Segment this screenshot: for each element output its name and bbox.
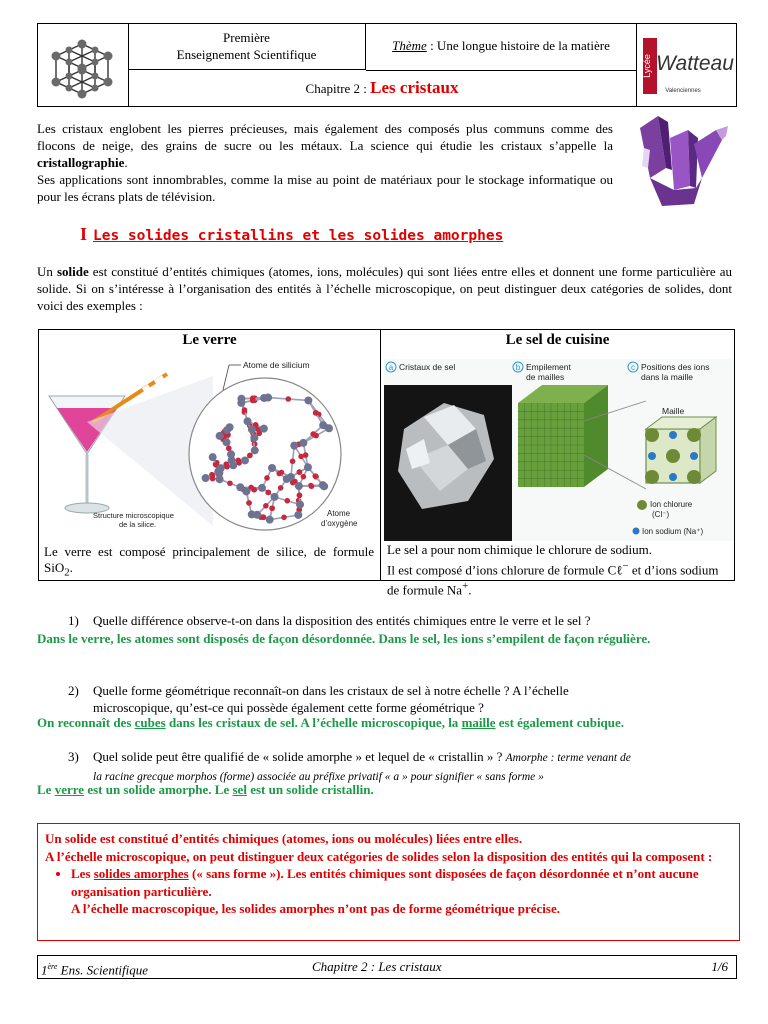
glass-text-end: . [69, 560, 73, 575]
summary-bullet-amorphous [71, 865, 732, 918]
theme-label: Thème [392, 38, 427, 53]
question-2-text-2: microscopique, qu’est-ce qui possède également cette forme géométrique ? [93, 700, 484, 715]
answer-3-text-3: est un solide cristallin. [246, 782, 374, 797]
salt-label-b-2: de mailles [526, 372, 565, 382]
summary-keyword-solides-amorphes: solides amorphes [93, 866, 189, 881]
header-table [37, 23, 737, 107]
answer-2-keyword-maille: maille [461, 715, 496, 730]
salt-label-chloride-1: Ion chlorure [650, 500, 693, 509]
chapter-title: Les cristaux [370, 78, 459, 97]
summary-bullet-text-2: (« sans forme »). Les entités chimiques sont disposées de façon désordonnée et n’ont aucune organisation particulière. [71, 866, 699, 899]
answer-3-keyword-sel: sel [232, 782, 247, 797]
salt-label-a-letter: a [388, 363, 394, 372]
section-1-heading: Les solides cristallins et les solides amorphes [93, 228, 504, 244]
footer-level: 1 [41, 962, 48, 978]
answer-2 [37, 714, 734, 731]
salt-label-b-1: Empilement [526, 362, 571, 372]
intro-text-1: Les cristaux englobent les pierres précieuses, mais également des composés plus communs comme des flocons de neige, des grains de sucre ou les métaux. La science qui étudie les cristaux s’appelle la [37, 121, 613, 153]
salt-text-end: . [468, 582, 472, 598]
salt-label-c-2: dans la maille [641, 372, 693, 382]
salt-label-maille: Maille [662, 406, 685, 416]
question-3-text: Quel solide peut être qualifié de « solide amorphe » et lequel de « cristallin » ? [93, 749, 506, 764]
salt-text-1: Le sel a pour nom chimique le chlorure de sodium. [387, 542, 652, 557]
school-logo-city: Valenciennes [665, 88, 701, 94]
solid-keyword: solide [56, 264, 89, 279]
footer-left [41, 956, 148, 981]
salt-text-2: Il est composé d’ions chlorure de formule Cℓ [387, 562, 623, 578]
question-3-number: 3) [68, 749, 79, 764]
question-1-text: Quelle différence observe-t-on dans la disposition des entités chimiques entre le verre et le sel ? [93, 613, 591, 628]
level-line-1: Première [223, 30, 270, 45]
theme-value: : Une longue histoire de la matière [426, 38, 610, 53]
glass-label-structure-2: de la silice. [119, 520, 157, 529]
footer-course: Ens. Scientifique [57, 962, 149, 978]
salt-illustration [384, 359, 734, 541]
salt-label-a: Cristaux de sel [399, 362, 456, 372]
cubic-lattice-logo [38, 24, 129, 106]
footer-page-number: 1/6 [711, 959, 728, 974]
table-divider [380, 330, 381, 580]
salt-label-c-1: Positions des ions [641, 362, 710, 372]
answer-3 [37, 781, 734, 798]
intro-keyword-cristallographie: cristallographie [37, 155, 125, 170]
question-1-number: 1) [68, 613, 79, 628]
glass-label-silicon: Atome de silicium [243, 360, 310, 370]
summary-line-1: Un solide est constitué d’entités chimiques (atomes, ions ou molécules) liées entre elles. [45, 831, 523, 846]
salt-description [387, 542, 732, 599]
intro-paragraph [37, 120, 613, 205]
salt-text-3: et d’ions sodium de formule Na [387, 562, 719, 598]
intro-text-3: Ses applications sont innombrables, comme la mise au point de matériaux pour le stockage informatique ou pour les écrans plats de télévision. [37, 172, 613, 204]
section-1-number: I [80, 224, 88, 244]
answer-2-text-2: dans les cristaux de sel. A l’échelle microscopique, la [165, 715, 462, 730]
glass-column-title: Le verre [182, 332, 237, 348]
glass-text: Le verre est composé principalement de silice, de formule SiO [44, 544, 374, 575]
answer-1: Dans le verre, les atomes sont disposés de façon désordonnée. Dans le sel, les ions s’empilent de façon régulière. [37, 631, 651, 646]
salt-text-2-wrap [387, 558, 732, 599]
glass-label-oxygen-2: d’oxygène [321, 519, 358, 528]
school-logo [636, 24, 737, 106]
chapter-prefix: Chapitre 2 : [305, 81, 371, 96]
salt-label-c-letter: c [631, 363, 635, 372]
salt-sodium-charge: + [462, 580, 469, 593]
page-footer [37, 955, 737, 979]
salt-label-b-letter: b [515, 363, 521, 372]
salt-label-sodium: Ion sodium (Na⁺) [642, 527, 704, 536]
salt-chloride-charge: − [622, 560, 629, 572]
footer-level-sup: ère [47, 962, 58, 971]
glass-formula-sub: 2 [64, 566, 70, 579]
level-cell [128, 24, 366, 70]
question-1 [37, 612, 768, 629]
summary-list [45, 865, 732, 918]
summary-bullet-text-3: A l’échelle macroscopique, les solides amorphes n’ont pas de forme géométrique précise. [71, 901, 560, 916]
question-2 [37, 682, 768, 716]
footer-chapter: Chapitre 2 : Les cristaux [312, 959, 442, 974]
answer-3-text-2: est un solide amorphe. Le [84, 782, 233, 797]
question-3-note-2: la racine grecque morphos (forme) associée au préfixe privatif « a » pour signifier « sans forme » [93, 771, 544, 783]
question-2-number: 2) [68, 683, 79, 698]
salt-column-title: Le sel de cuisine [505, 332, 610, 348]
glass-description [44, 544, 374, 581]
summary-box [37, 823, 740, 941]
theme-cell [366, 24, 636, 71]
school-logo-vertical-text: Lycée [642, 54, 652, 78]
section-1-title [80, 224, 503, 245]
amethyst-crystal-image [620, 108, 738, 213]
answer-2-text-3: est également cubique. [495, 715, 625, 730]
answer-3-keyword-verre: verre [54, 782, 85, 797]
solid-text-1: Un [37, 264, 57, 279]
chapter-cell [128, 70, 636, 106]
question-2-text-1: Quelle forme géométrique reconnaît-on dans les cristaux de sel à notre échelle ? A l’échelle [93, 683, 569, 698]
solid-text-2: est constitué d’entités chimiques (atomes, ions, molécules) qui sont liées entre elles et donnent une forme particulière au solide. Si on s’intéresse à l’organisation des entités à l’échelle microscopique, on peut distinguer deux catégories de solides, dont voici des exemples : [37, 264, 733, 313]
answer-2-keyword-cubes: cubes [134, 715, 166, 730]
comparison-table [38, 329, 735, 598]
glass-illustration [43, 356, 378, 544]
summary-line-2: A l’échelle microscopique, on peut distinguer deux catégories de solides selon la disposition des entités qui la composent : [45, 848, 713, 864]
salt-label-chloride-2: (Cl⁻) [652, 510, 670, 519]
answer-3-text-1: Le [37, 782, 55, 797]
solid-definition-paragraph [37, 263, 732, 314]
intro-text-2: . [124, 155, 128, 170]
level-line-2: Enseignement Scientifique [176, 47, 317, 62]
glass-label-structure-1: Structure microscopique [93, 511, 174, 520]
glass-label-oxygen-1: Atome [327, 509, 351, 518]
question-3-note-1: Amorphe : terme venant de [505, 752, 631, 764]
school-logo-name: Watteau [656, 52, 734, 75]
answer-2-text-1: On reconnaît des [37, 715, 135, 730]
summary-bullet-text-1: Les [71, 866, 94, 881]
